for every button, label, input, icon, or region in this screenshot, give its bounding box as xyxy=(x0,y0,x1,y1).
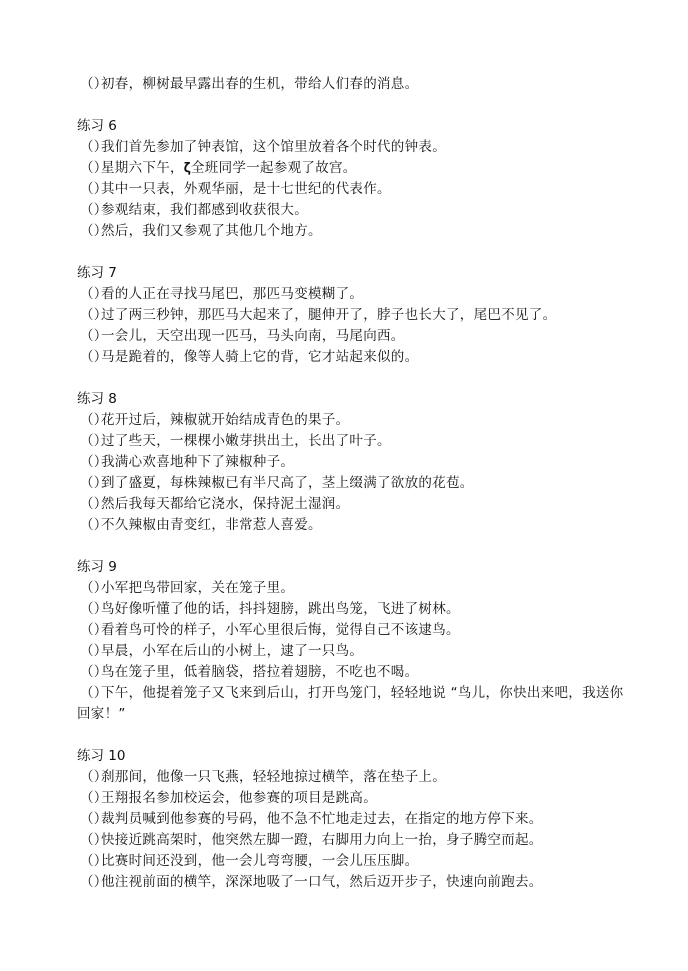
list-item xyxy=(77,851,637,872)
list-item xyxy=(77,431,637,452)
item-text: 裁判员喊到他参赛的号码，他不急不忙地走过去，在指定的地方停下来。 xyxy=(101,811,543,827)
answer-blank: （） xyxy=(80,328,108,344)
item-text: 小军把鸟带回家，关在笼子里。 xyxy=(101,580,295,596)
list-item xyxy=(77,683,637,725)
list-item xyxy=(77,200,637,221)
item-text: 刹那间，他像一只飞燕，轻轻地掠过横竿，落在垫子上。 xyxy=(101,769,446,785)
list-item xyxy=(77,578,637,599)
item-text: 我们首先参加了钟表馆，这个馆里放着各个时代的钟表。 xyxy=(101,139,446,155)
answer-blank: （） xyxy=(80,307,108,323)
list-item xyxy=(77,830,637,851)
list-item xyxy=(77,515,637,536)
list-item xyxy=(77,284,637,305)
list-item xyxy=(77,620,637,641)
list-item xyxy=(77,326,637,347)
item-text: 过了些天，一棵棵小嫩芽拱出土，长出了叶子。 xyxy=(101,433,391,449)
intro-item xyxy=(77,74,637,95)
answer-blank: （） xyxy=(80,454,108,470)
answer-blank: （） xyxy=(80,139,108,155)
list-item xyxy=(77,305,637,326)
answer-blank: （） xyxy=(80,643,108,659)
section-title: 练习 10 xyxy=(77,748,126,764)
list-item xyxy=(77,788,637,809)
answer-blank: （） xyxy=(80,286,108,302)
answer-blank: （） xyxy=(80,349,108,365)
item-text: 参观结束，我们都感到收获很大。 xyxy=(101,202,308,218)
answer-blank: （） xyxy=(80,874,108,890)
item-text: 然后我每天都给它浇水，保持泥土湿润。 xyxy=(101,496,350,512)
list-item xyxy=(77,158,637,179)
item-text: 过了两三秒钟，那匹马大起来了，腿伸开了，脖子也长大了，尾巴不见了。 xyxy=(101,307,557,323)
answer-blank: （） xyxy=(80,517,108,533)
list-item xyxy=(77,221,637,242)
item-text: 早晨，小军在后山的小树上，逮了一只鸟。 xyxy=(101,643,364,659)
intro-text: 初春，柳树最早露出春的生机，带给人们春的消息。 xyxy=(101,76,419,92)
list-item xyxy=(77,767,637,788)
list-item xyxy=(77,599,637,620)
item-text: 下午，他提着笼子又飞来到后山，打开鸟笼门，轻轻地说 “鸟儿，你快出来吧，我送你回家！” xyxy=(77,685,624,722)
section-title: 练习 9 xyxy=(77,559,117,575)
answer-blank: （） xyxy=(80,412,108,428)
answer-blank: （） xyxy=(80,790,108,806)
list-item xyxy=(77,347,637,368)
list-item xyxy=(77,137,637,158)
list-item xyxy=(77,872,637,893)
answer-blank: （） xyxy=(80,853,108,869)
answer-blank: （） xyxy=(80,475,108,491)
answer-blank: （） xyxy=(80,622,108,638)
item-text: 王翔报名参加校运会，他参赛的项目是跳高。 xyxy=(101,790,377,806)
answer-blank: （） xyxy=(80,769,108,785)
list-item xyxy=(77,410,637,431)
worksheet xyxy=(77,74,637,893)
list-item xyxy=(77,473,637,494)
answer-blank: （） xyxy=(80,202,108,218)
item-text: 比赛时间还没到，他一会儿弯弯腰，一会儿压压脚。 xyxy=(101,853,419,869)
answer-blank: （） xyxy=(80,580,108,596)
list-item xyxy=(77,494,637,515)
item-text: 然后，我们又参观了其他几个地方。 xyxy=(101,223,322,239)
section-title: 练习 6 xyxy=(77,118,117,134)
answer-blank: （） xyxy=(80,811,108,827)
item-text: 他注视前面的横竿，深深地吸了一口气，然后迈开步子，快速向前跑去。 xyxy=(101,874,543,890)
answer-blank: （） xyxy=(80,76,108,92)
list-item xyxy=(77,809,637,830)
item-text: 马是跪着的，像等人骑上它的背，它才站起来似的。 xyxy=(101,349,419,365)
item-text: 到了盛夏，每株辣椒已有半尺高了，茎上缀满了欲放的花苞。 xyxy=(101,475,474,491)
answer-blank: （） xyxy=(80,181,108,197)
answer-blank: （） xyxy=(80,223,108,239)
item-text: 鸟在笼子里，低着脑袋，搭拉着翅膀，不吃也不喝。 xyxy=(101,664,419,680)
answer-blank: （） xyxy=(80,685,108,701)
item-text: 星期六下午，𝛇全班同学一起参观了故宫。 xyxy=(101,160,357,176)
list-item xyxy=(77,662,637,683)
item-text: 我满心欢喜地种下了辣椒种子。 xyxy=(101,454,295,470)
answer-blank: （） xyxy=(80,496,108,512)
list-item xyxy=(77,452,637,473)
item-text: 不久辣椒由青变红，非常惹人喜爱。 xyxy=(101,517,322,533)
item-text: 快接近跳高架时，他突然左脚一蹬，右脚用力向上一抬，身子腾空而起。 xyxy=(101,832,543,848)
list-item xyxy=(77,179,637,200)
list-item xyxy=(77,641,637,662)
answer-blank: （） xyxy=(80,433,108,449)
answer-blank: （） xyxy=(80,664,108,680)
item-text: 看着鸟可怜的样子，小军心里很后悔，觉得自己不该逮鸟。 xyxy=(101,622,460,638)
item-text: 其中一只表，外观华丽，是十七世纪的代表作。 xyxy=(101,181,391,197)
item-text: 看的人正在寻找马尾巴，那匹马变模糊了。 xyxy=(101,286,364,302)
section-title: 练习 8 xyxy=(77,391,117,407)
answer-blank: （） xyxy=(80,601,108,617)
answer-blank: （） xyxy=(80,160,108,176)
answer-blank: （） xyxy=(80,832,108,848)
item-text: 鸟好像听懂了他的话，抖抖翅膀，跳出鸟笼，飞进了树林。 xyxy=(101,601,460,617)
section-title: 练习 7 xyxy=(77,265,117,281)
item-text: 一会儿，天空出现一匹马，马头向南，马尾向西。 xyxy=(101,328,405,344)
item-text: 花开过后，辣椒就开始结成青色的果子。 xyxy=(101,412,350,428)
